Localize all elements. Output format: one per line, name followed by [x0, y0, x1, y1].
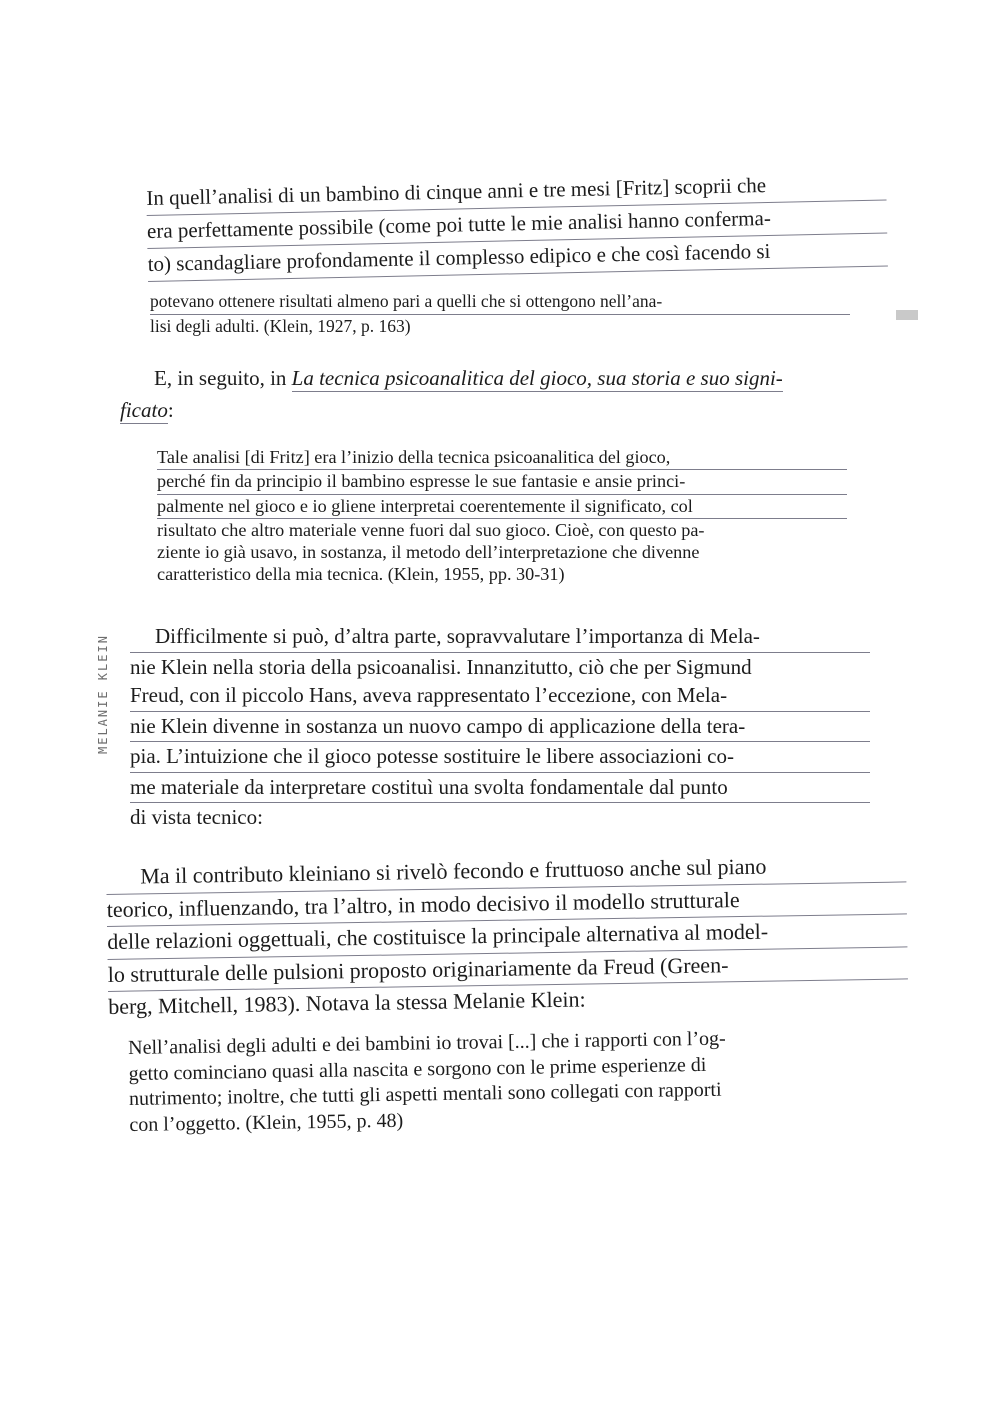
text-line: me materiale da interpretare costituì una svolta fondamentale dal punto [130, 773, 870, 804]
text-line: lo strutturale delle pulsioni proposto originariamente da Freud (Green- [108, 947, 908, 992]
text-line: pia. L’intuizione che il gioco potesse sostituire le libere associazioni co- [130, 742, 870, 773]
paragraph-intro [120, 362, 880, 426]
text-line: potevano ottenere risultati almeno pari a quelli che si ottengono nell’ana- [150, 290, 850, 315]
quote-klein-1955-b [128, 1024, 890, 1138]
quote-klein-1927-bottom [150, 290, 850, 338]
book-title: La tecnica psicoanalitica del gioco, sua storia e suo signi- [291, 366, 783, 390]
text-line: ziente io già usavo, in sostanza, il metodo dell’interpretazione che divenne [157, 542, 700, 563]
text-line: nie Klein nella storia della psicoanalisi. Innanzitutto, ciò che per Sigmund [130, 654, 752, 679]
text-line: berg, Mitchell, 1983). Notava la stessa Melanie Klein: [108, 986, 586, 1019]
quote-klein-1955-a [157, 446, 847, 586]
book-title-end: ficato [120, 398, 168, 422]
quote-klein-1927-top [146, 168, 888, 282]
text-line: lisi degli adulti. (Klein, 1927, p. 163) [150, 316, 411, 336]
text-line: palmente nel gioco e io gliene interpretai coerentemente il significato, col [157, 495, 847, 519]
text-line: nutrimento; inoltre, che tutti gli aspetti mentali sono collegati con rapporti [128, 1078, 722, 1110]
text-line: Tale analisi [di Fritz] era l’inizio della tecnica psicoanalitica del gioco, [157, 446, 847, 470]
text-line: delle relazioni oggettuali, che costituisce la principale alternativa al model- [107, 914, 907, 959]
text-line: perché fin da principio il bambino espresse le sue fantasie e ansie princi- [157, 470, 847, 494]
paragraph-contribution [106, 849, 908, 1022]
text-line: era perfettamente possibile (come poi tutte le mie analisi hanno conferma- [147, 200, 888, 248]
text-line: teorico, influenzando, tra l’altro, in modo decisivo il modello strutturale [107, 882, 907, 927]
text-line: caratteristico della mia tecnica. (Klein, 1955, pp. 30-31) [157, 564, 565, 585]
text-line: Ma il contributo kleiniano si rivelò fecondo e fruttuoso anche sul piano [106, 849, 906, 894]
text-line [120, 394, 880, 426]
text-line [120, 362, 880, 394]
text-line: risultato che altro materiale venne fuori dal suo gioco. Cioè, con questo pa- [157, 519, 705, 540]
margin-running-head: MELANIE KLEIN [96, 634, 110, 754]
text-line: to) scandagliare profondamente il complesso edipico e che così facendo si [147, 233, 888, 281]
text-line: con l’oggetto. (Klein, 1955, p. 48) [129, 1109, 404, 1136]
text-run: : [167, 398, 174, 422]
text-line: getto cominciano quasi alla nascita e sorgono con le prime esperienze di [128, 1053, 707, 1085]
text-line: Difficilmente si può, d’altra parte, sopravvalutare l’importanza di Mela- [130, 622, 870, 653]
text-line: di vista tecnico: [130, 805, 263, 829]
text-line: nie Klein divenne in sostanza un nuovo campo di applicazione della tera- [130, 712, 870, 743]
text-line: In quell’analisi di un bambino di cinque anni e tre mesi [Fritz] scoprii che [146, 168, 887, 216]
text-line: Nell’analisi degli adulti e dei bambini io trovai [...] che i rapporti con l’og- [128, 1027, 726, 1059]
text-run: E, in seguito, in [154, 366, 292, 390]
page-edge-mark [896, 310, 918, 320]
text-line: Freud, con il piccolo Hans, aveva rappresentato l’eccezione, con Mela- [130, 681, 870, 712]
paragraph-importance [130, 622, 870, 832]
